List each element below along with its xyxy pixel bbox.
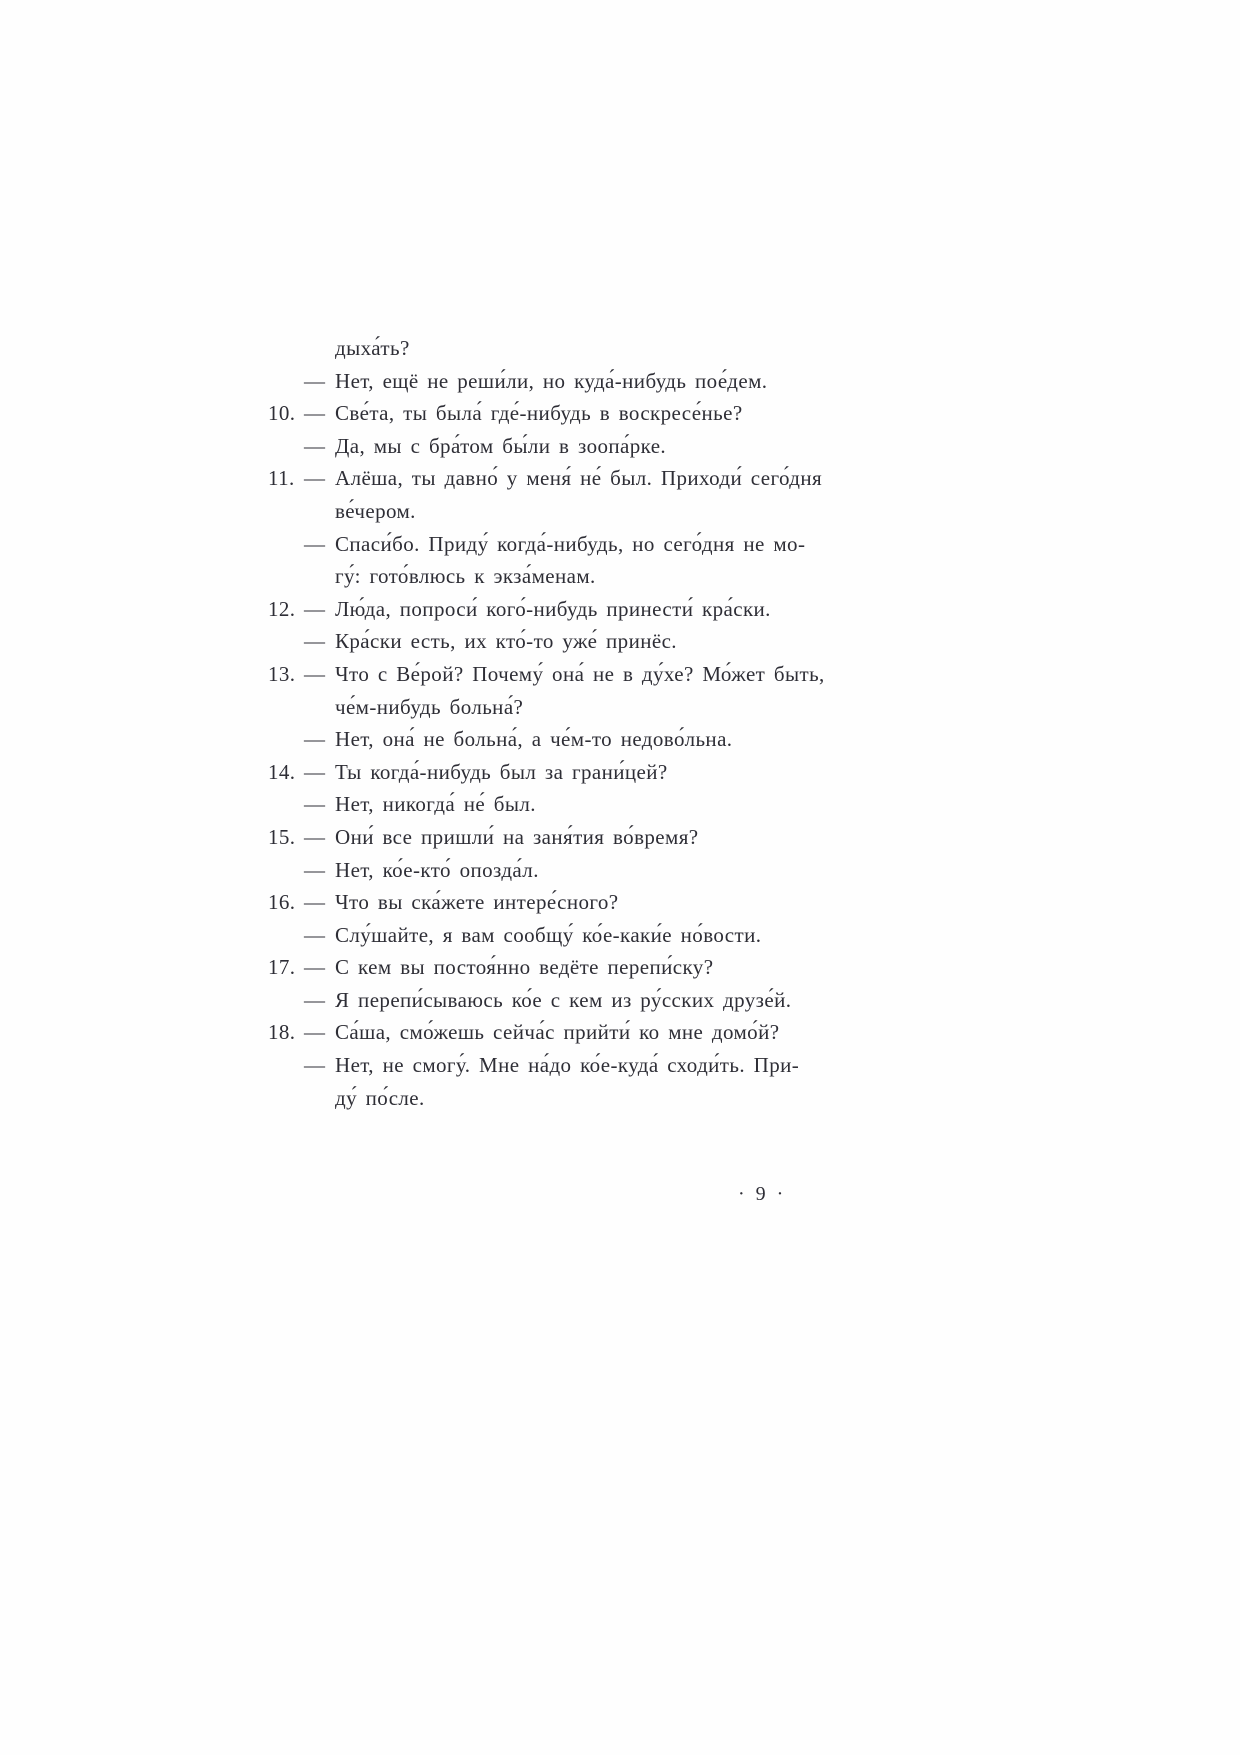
line-text: Что с Ве́рой? Почему́ она́ не в ду́хе? Мо́жет быть, — [335, 661, 825, 686]
line-text: Что вы ска́жете интере́сного? — [335, 890, 619, 915]
line-text: ве́чером. — [335, 498, 416, 523]
dialogue-dash: — — [304, 531, 326, 556]
dialogue-line — [268, 890, 868, 923]
item-number: 11. — [268, 466, 295, 491]
dialogue-dash: — — [304, 433, 326, 458]
item-number: 13. — [268, 661, 296, 686]
dialogue-line — [268, 1053, 868, 1086]
item-number: 17. — [268, 955, 296, 980]
line-text: Са́ша, смо́жешь сейча́с прийти́ ко мне домо́й? — [335, 1020, 780, 1045]
dialogue-line — [268, 499, 868, 532]
dialogue-line — [268, 466, 868, 499]
line-text: Нет, не смогу́. Мне на́до ко́е-куда́ сходи́ть. При- — [335, 1053, 800, 1078]
line-text: че́м-нибудь больна́? — [335, 694, 524, 719]
item-number: 10. — [268, 401, 296, 426]
dialogue-line — [268, 662, 868, 695]
dialogue-dash: — — [304, 629, 326, 654]
dialogue-line — [268, 858, 868, 891]
line-text: Лю́да, попроси́ кого́-нибудь принести́ кра́ски. — [335, 596, 771, 621]
item-number: 12. — [268, 596, 296, 621]
dialogue-dash: — — [304, 922, 326, 947]
dialogue-line — [268, 825, 868, 858]
dialogue-dash: — — [304, 661, 326, 686]
item-number: 14. — [268, 759, 296, 784]
line-text: Нет, ко́е-кто́ опозда́л. — [335, 857, 539, 882]
dialogue-line — [268, 955, 868, 988]
item-number: 15. — [268, 824, 296, 849]
line-text: Да, мы с бра́том бы́ли в зоопа́рке. — [335, 433, 667, 458]
line-text: гу́: гото́влюсь к экза́менам. — [335, 564, 596, 589]
item-number: 16. — [268, 890, 296, 915]
line-text: ду́ по́сле. — [335, 1085, 425, 1110]
line-text: Они́ все пришли́ на заня́тия во́время? — [335, 824, 699, 849]
dialogue-dash: — — [304, 792, 326, 817]
dialogue-line — [268, 434, 868, 467]
dialogue-dash: — — [304, 987, 326, 1012]
dialogue-line — [268, 760, 868, 793]
dialogue-line — [268, 629, 868, 662]
line-text: Я перепи́сываюсь ко́е с кем из ру́сских друзе́й. — [335, 987, 792, 1012]
line-text: Нет, она́ не больна́, а че́м-то недово́льна. — [335, 727, 733, 752]
dialogue-line — [268, 369, 868, 402]
line-text: Нет, ещё не реши́ли, но куда́-нибудь пое́дем. — [335, 368, 768, 393]
line-text: С кем вы постоя́нно ведёте перепи́ску? — [335, 955, 714, 980]
dialogue-dash: — — [304, 1053, 326, 1078]
line-text: Слу́шайте, я вам сообщу́ ко́е-каки́е но́вости. — [335, 922, 762, 947]
item-number: 18. — [268, 1020, 296, 1045]
dialogue-dash: — — [304, 824, 326, 849]
dialogue-line — [268, 988, 868, 1021]
dialogue-dash: — — [304, 727, 326, 752]
dialogue-line — [268, 532, 868, 565]
dialogue-dash: — — [304, 759, 326, 784]
dialogue-line — [268, 597, 868, 630]
dialogue-line — [268, 1086, 868, 1119]
dialogue-line — [268, 695, 868, 728]
page-number: · 9 · — [738, 1183, 787, 1205]
dialogue-line — [268, 792, 868, 825]
dialogue-dash: — — [304, 401, 326, 426]
line-text: Кра́ски есть, их кто́-то уже́ принёс. — [335, 629, 677, 654]
dialogue-line — [268, 923, 868, 956]
dialogue-list — [268, 336, 868, 1118]
dialogue-dash: — — [304, 368, 326, 393]
line-text: дыха́ть? — [335, 336, 410, 360]
line-text: Све́та, ты была́ где́-нибудь в воскресе́нье? — [335, 401, 743, 426]
dialogue-line — [268, 336, 868, 369]
dialogue-line — [268, 564, 868, 597]
dialogue-dash: — — [304, 857, 326, 882]
dialogue-line — [268, 1020, 868, 1053]
dialogue-line — [268, 727, 868, 760]
dialogue-dash: — — [304, 466, 326, 491]
line-text: Нет, никогда́ не́ был. — [335, 792, 536, 817]
line-text: Ты когда́-нибудь был за грани́цей? — [335, 759, 668, 784]
dialogue-dash: — — [304, 890, 326, 915]
dialogue-line — [268, 401, 868, 434]
dialogue-dash: — — [304, 1020, 326, 1045]
dialogue-dash: — — [304, 955, 326, 980]
dialogue-dash: — — [304, 596, 326, 621]
line-text: Спаси́бо. Приду́ когда́-нибудь, но сего́дня не мо- — [335, 531, 806, 556]
line-text: Алёша, ты давно́ у меня́ не́ был. Приходи́ сего́дня — [335, 466, 823, 491]
